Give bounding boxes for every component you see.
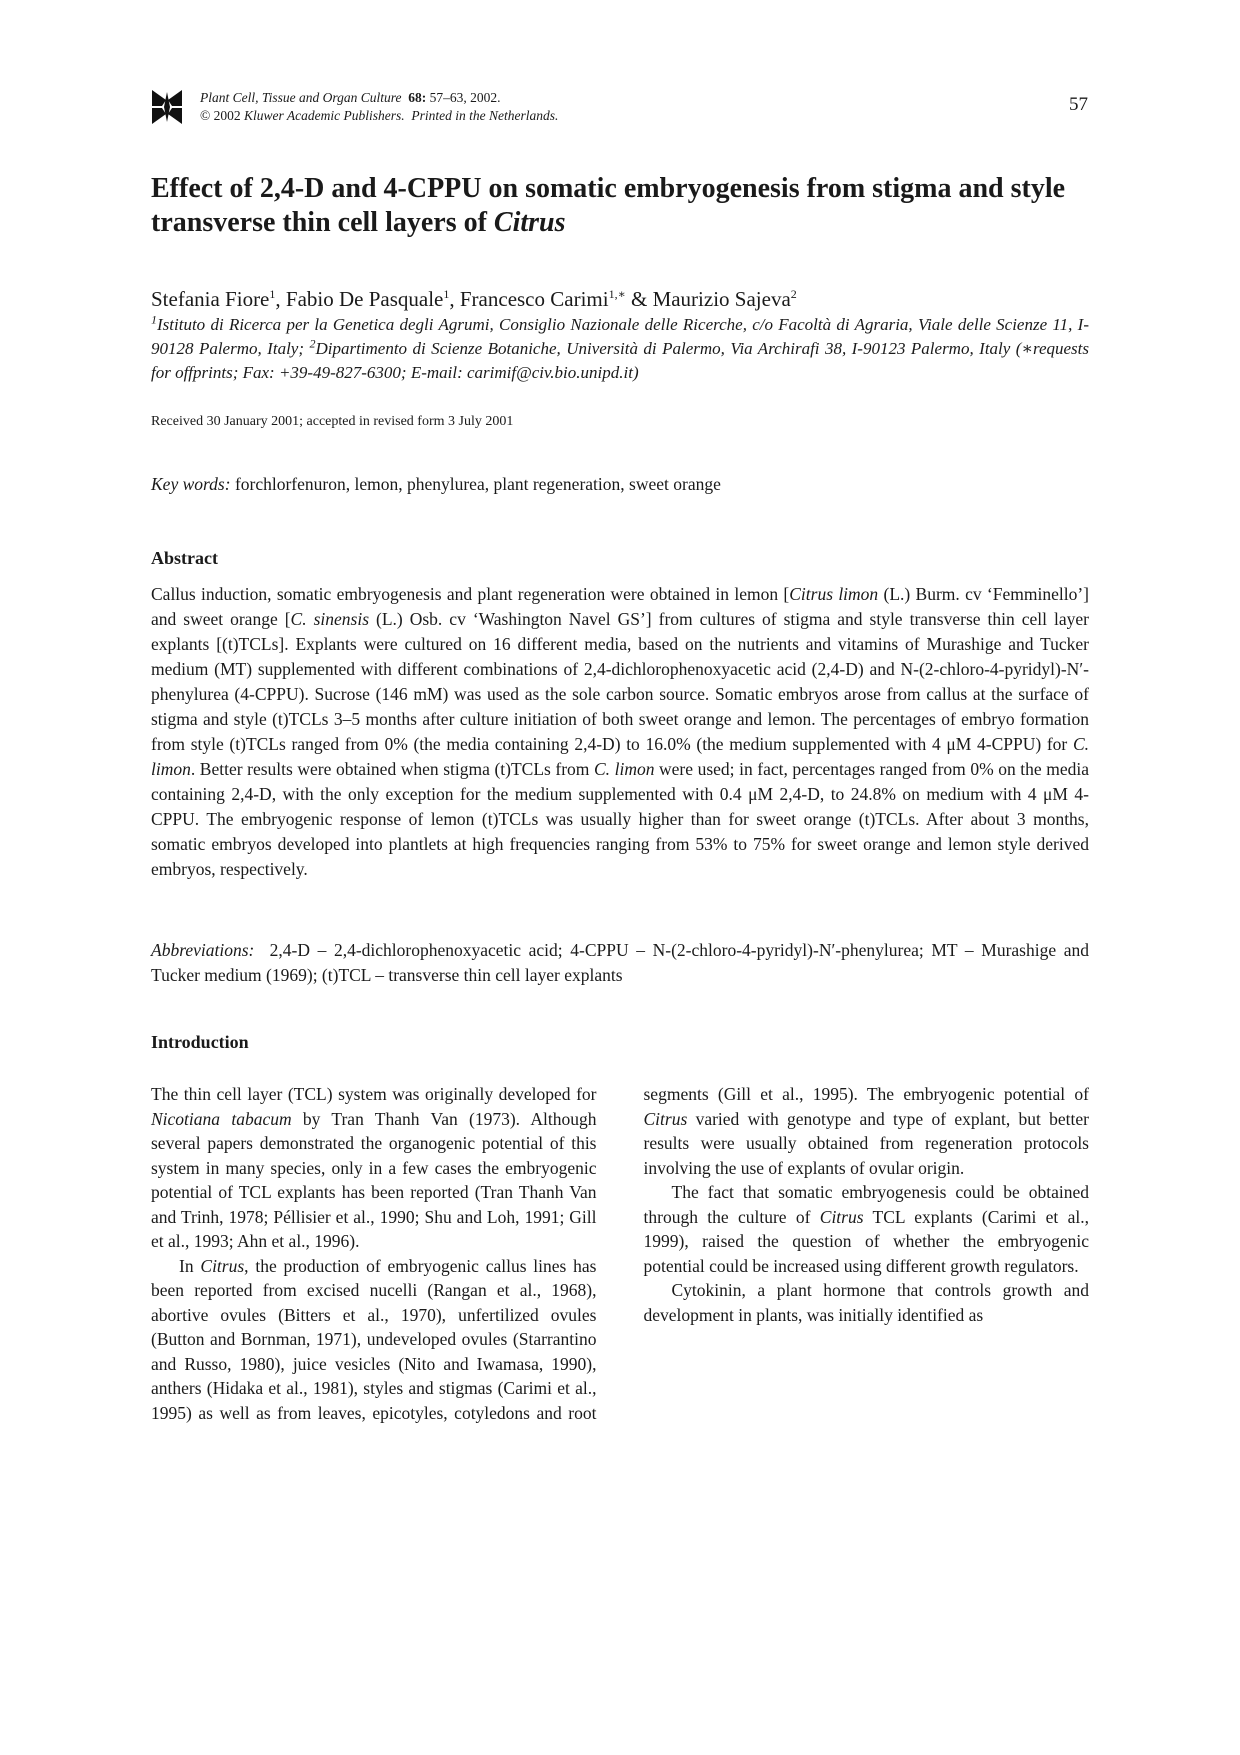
journal-name: Plant Cell, Tissue and Organ Culture xyxy=(200,90,402,105)
affiliations: $^1$Istituto di Ricerca per la Genetica degli Agrumi, Consiglio Nazionale delle Ricerche, c/o Facoltà di Agraria, Viale delle Scienze 11, I-90128 Palermo, Italy; $^2$Dipartimento di Scienze Botaniche, Università di Palermo, Via Archirafi 38, I-90123 Palermo, Italy (∗requests for offprints; Fax: +39-49-827-6300; E-mail: carimif@civ.bio.unipd.it) xyxy=(151,312,1089,382)
journal-pages: 57–63, 2002. xyxy=(429,90,501,105)
introduction-body xyxy=(151,1082,1089,1428)
page-number: 57 xyxy=(1069,94,1088,115)
introduction-heading: Introduction xyxy=(151,1032,249,1052)
intro-p3: The fact that somatic embryogenesis could be obtained through the culture of Citrus TCL explants (Carimi et al., 1999), raised the question of whether the embryogenic potential could be increased using different growth regulators. xyxy=(643,1182,1089,1276)
intro-p4: Cytokinin, a plant hormone that controls growth and development in plants, was initially identified as xyxy=(643,1280,1089,1325)
paper-title: Effect of 2,4-D and 4-CPPU on somatic embryogenesis from stigma and style transverse thin cell layers of Citrus xyxy=(151,173,1066,238)
printed-location: Printed in the Netherlands. xyxy=(411,108,559,123)
intro-p1: The thin cell layer (TCL) system was originally developed for Nicotiana tabacum by Tran Thanh Van (1973). Although several papers demonstrated the organogenic potential of this system in many species, only in a few cases the embryogenic potential of TCL explants has been reported (Tran Thanh Van and Trinh, 1978; Péllisier et al., 1990; Shu and Loh, 1991; Gill et al., 1993; Ahn et al., 1996). xyxy=(151,1084,597,1251)
copyright: © 2002 xyxy=(200,108,241,123)
abbreviations: Abbreviations: 2,4-D – 2,4-dichlorophenoxyacetic acid; 4-CPPU – N-(2-chloro-4-pyridyl)-N′-phenylurea; MT – Murashige and Tucker medium (1969); (t)TCL – transverse thin cell layer explants xyxy=(151,940,1089,985)
publisher-logo-icon xyxy=(150,86,184,128)
journal-citation xyxy=(200,89,558,125)
intro-p2: In Citrus, the production of embryogenic callus lines has been reported from excised nucelli (Rangan et al., 1968), abortive ovules (Bitters et al., 1970), unfertilized ovules (Button and Bornman, 1971), undeveloped ovules (Starrantino and Russo, 1980), juice vesicles (Nito and Iwamasa, 1990), anthers (Hidaka et al., 1981), styles and stigmas (Carimi et al., 1995) as well as from leaves, epicotyles, cotyledons and root segments (Gill et al., 1995). The embryogenic potential of Citrus varied with genotype and type of explant, but better results were usually obtained from regeneration protocols involving the use of explants of ovular origin. xyxy=(151,1084,1089,1423)
received-date: Received 30 January 2001; accepted in revised form 3 July 2001 xyxy=(151,414,514,429)
keywords: Key words: forchlorfenuron, lemon, phenylurea, plant regeneration, sweet orange xyxy=(151,474,721,494)
journal-volume: 68: xyxy=(408,90,427,105)
abstract-heading: Abstract xyxy=(151,548,218,568)
author-list: Stefania Fiore$^1$, Fabio De Pasquale$^1$, Francesco Carimi$^{1,∗}$ & Maurizio Sajeva$^2$ xyxy=(151,287,797,311)
abstract-text: Callus induction, somatic embryogenesis and plant regeneration were obtained in lemon [Citrus limon (L.) Burm. cv ‘Femminello’] and sweet orange [C. sinensis (L.) Osb. cv ‘Washington Navel GS’] from cultures of stigma and style transverse thin cell layer explants [(t)TCLs]. Explants were cultured on 16 different media, based on the nutrients and vitamins of Murashige and Tucker medium (MT) supplemented with different combinations of 2,4-dichlorophenoxyacetic acid (2,4-D) and N-(2-chloro-4-pyridyl)-N′-phenylurea (4-CPPU). Sucrose (146 mM) was used as the sole carbon source. Somatic embryos arose from callus at the surface of stigma and style (t)TCLs 3–5 months after culture initiation of both sweet orange and lemon. The percentages of embryo formation from style (t)TCLs ranged from 0% (the media containing 2,4-D) to 16.0% (the medium supplemented with 4 μM 4-CPPU) for C. limon. Better results were obtained when stigma (t)TCLs from C. limon were used; in fact, percentages ranged from 0% on the media containing 2,4-D, with the only exception for the medium supplemented with 0.4 μM 2,4-D, to 24.8% on medium with 4 μM 4-CPPU. The embryogenic response of lemon (t)TCLs was usually higher than for sweet orange (t)TCLs. After about 3 months, somatic embryos developed into plantlets at high frequencies ranging from 53% to 75% for sweet orange and lemon style derived embryos, respectively. xyxy=(151,584,1089,879)
publisher: Kluwer Academic Publishers. xyxy=(244,108,405,123)
